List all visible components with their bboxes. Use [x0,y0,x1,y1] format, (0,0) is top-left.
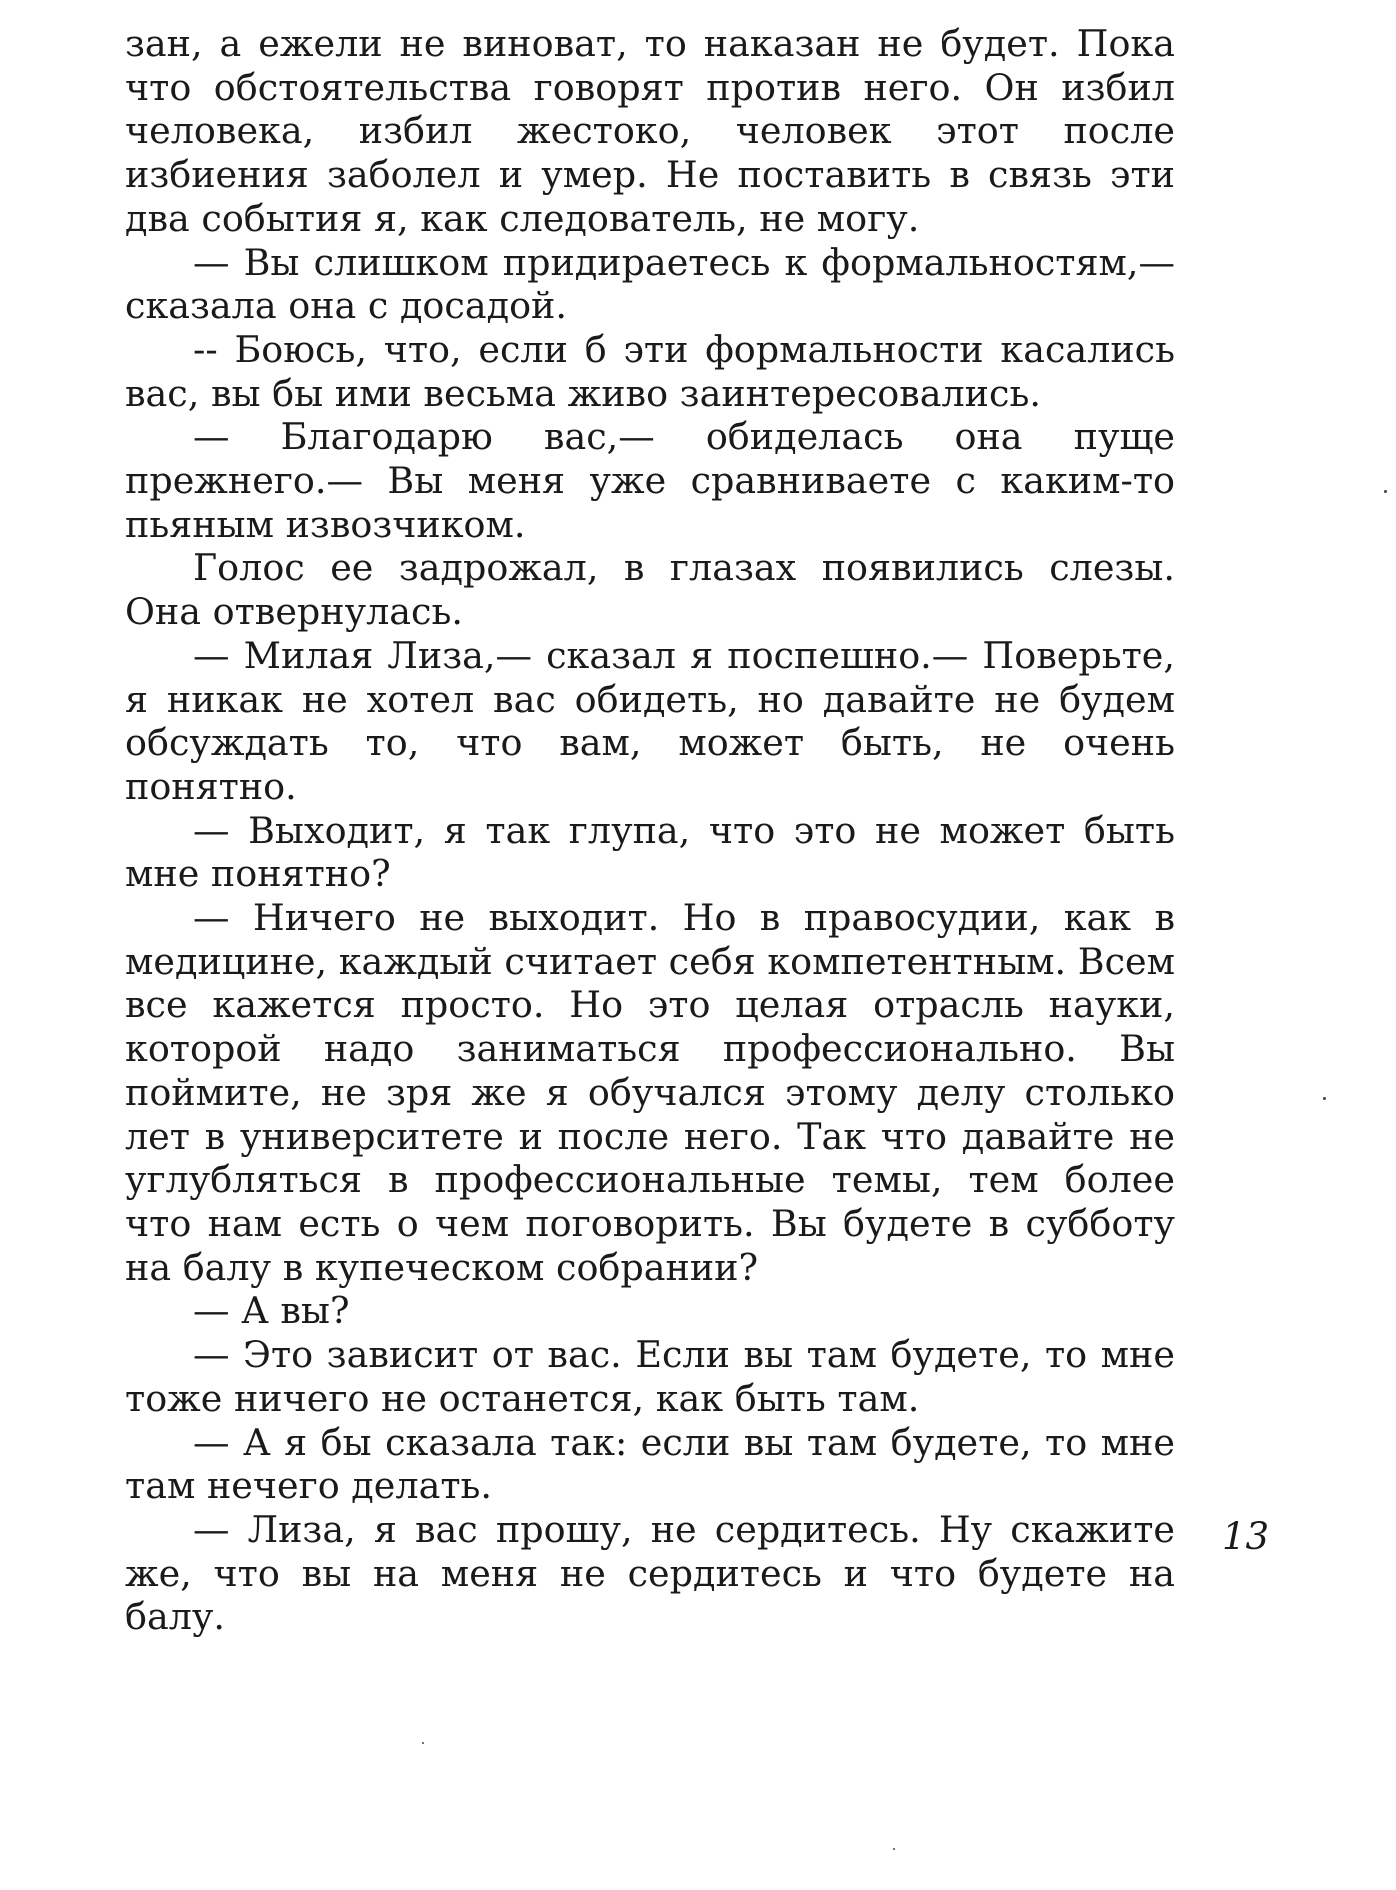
scan-speck [893,1848,895,1850]
paragraph: зан, а ежели не виноват, то наказан не будет. Пока что обстоятельства говорят против него. Он избил человека, избил жестоко, человек этот после избиения заболел и умер. Не поставить в связь эти два события я, как следователь, не могу. [125,22,1175,240]
scan-speck [1323,1097,1326,1100]
paragraph: — Милая Лиза,— сказал я поспешно.— Поверьте, я никак не хотел вас обидеть, но давайте не будем обсуждать то, что вам, может быть, не очень понятно. [125,633,1175,808]
paragraph: -- Боюсь, что, если б эти формальности касались вас, вы бы ими весьма живо заинтересовались. [125,327,1175,415]
paragraph: — Ничего не выходит. Но в правосудии, как в медицине, каждый считает себя компетентным. Всем все кажется просто. Но это целая отрасль науки, которой надо заниматься профессионально. Вы поймите, не зря же я обучался этому делу столько лет в университете и после него. Так что давайте не углубляться в профессиональные темы, тем более что нам есть о чем поговорить. Вы будете в субботу на балу в купеческом собрании? [125,896,1175,1289]
scan-speck [422,1742,424,1744]
paragraph: — А я бы сказала так: если вы там будете, то мне там нечего делать. [125,1420,1175,1508]
paragraph: — Вы слишком придираетесь к формальностям,— сказала она с досадой. [125,240,1175,328]
scan-speck [1384,490,1387,493]
paragraph: — А вы? [193,1289,350,1333]
paragraph: — Выходит, я так глупа, что это не может быть мне понятно? [125,808,1175,896]
paragraph: — Благодарю вас,— обиделась она пуще прежнего.— Вы меня уже сравниваете с каким-то пьяным извозчиком. [125,415,1175,546]
paragraph: — Это зависит от вас. Если вы там будете, то мне тоже ничего не останется, как быть там. [125,1333,1175,1420]
paragraph: — Лиза, я вас прошу, не сердитесь. Ну скажите же, что вы на меня не сердитесь и что будете на балу. [125,1507,1175,1639]
body-text [125,22,1175,1639]
paragraph: Голос ее задрожал, в глазах появились слезы. Она отвернулась. [125,546,1175,634]
page-number: 13 [1222,1515,1270,1558]
